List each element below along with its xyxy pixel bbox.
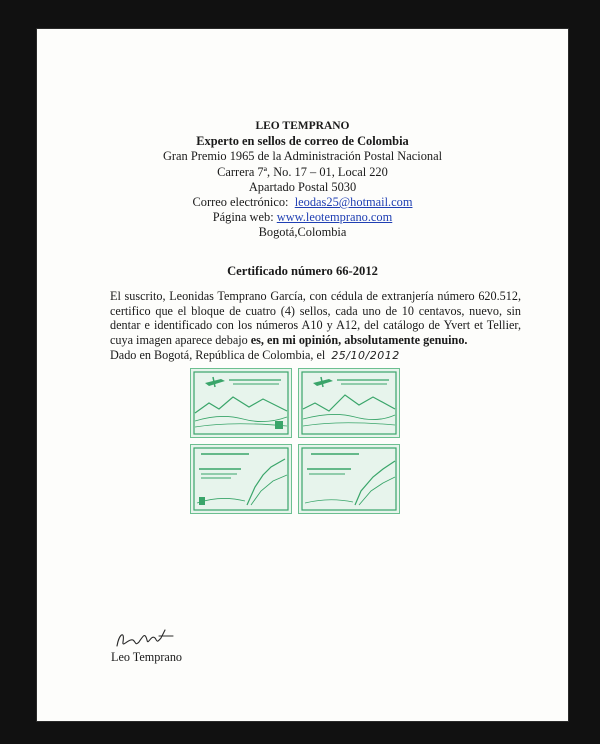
expert-subtitle: Experto en sellos de correo de Colombia [196, 134, 409, 149]
stamp-airplane-scene [299, 369, 399, 437]
expert-name: LEO TEMPRANO [255, 120, 350, 132]
given-text: Dado en Bogotá, República de Colombia, el [110, 348, 326, 362]
handwritten-signature [111, 626, 181, 652]
signer-name: Leo Temprano [111, 650, 183, 664]
email-label: Correo electrónico: [192, 195, 289, 210]
web-label: Página web: [212, 210, 274, 225]
address-line: Carrera 7ª, No. 17 – 01, Local 220 [217, 164, 388, 179]
body-text-plain: El suscrito, Leonidas Temprano García, con cédula de extranjería número 620.512, certifico que el bloque de cuatro (4) sellos, cada uno de 10 centavos, nuevo, sin dentar e identificado con los números A10 y A12, del catálogo de Yvert et Tellier, cuya imagen aparece debajo [110, 289, 521, 347]
given-line [110, 348, 400, 363]
certificate-body [110, 289, 521, 347]
stamp-bottom-right [298, 444, 400, 514]
stamp-bottom-left [190, 444, 292, 514]
stamp-top-left [190, 368, 292, 438]
body-text-bold: es, en mi opinión, absolutamente genuino. [250, 332, 468, 347]
award-line: Gran Premio 1965 de la Administración Postal Nacional [162, 149, 443, 164]
email-link[interactable]: leodas25@hotmail.com [294, 195, 413, 210]
city-line: Bogotá,Colombia [258, 225, 347, 240]
stamp-landscape-scene [191, 445, 291, 513]
stamp-airplane-scene [191, 369, 291, 437]
stamp-landscape-scene [299, 445, 399, 513]
email-line [37, 195, 568, 210]
web-line [37, 210, 568, 225]
po-box-line: Apartado Postal 5030 [248, 179, 357, 194]
stamp-block-image [186, 364, 406, 516]
stamp-top-right [298, 368, 400, 438]
certificate-title: Certificado número 66-2012 [227, 264, 378, 278]
web-link[interactable]: www.leotemprano.com [276, 210, 393, 225]
letterhead [37, 119, 568, 241]
certificate-page [37, 29, 568, 721]
handwritten-date: 25/10/2012 [331, 349, 400, 362]
